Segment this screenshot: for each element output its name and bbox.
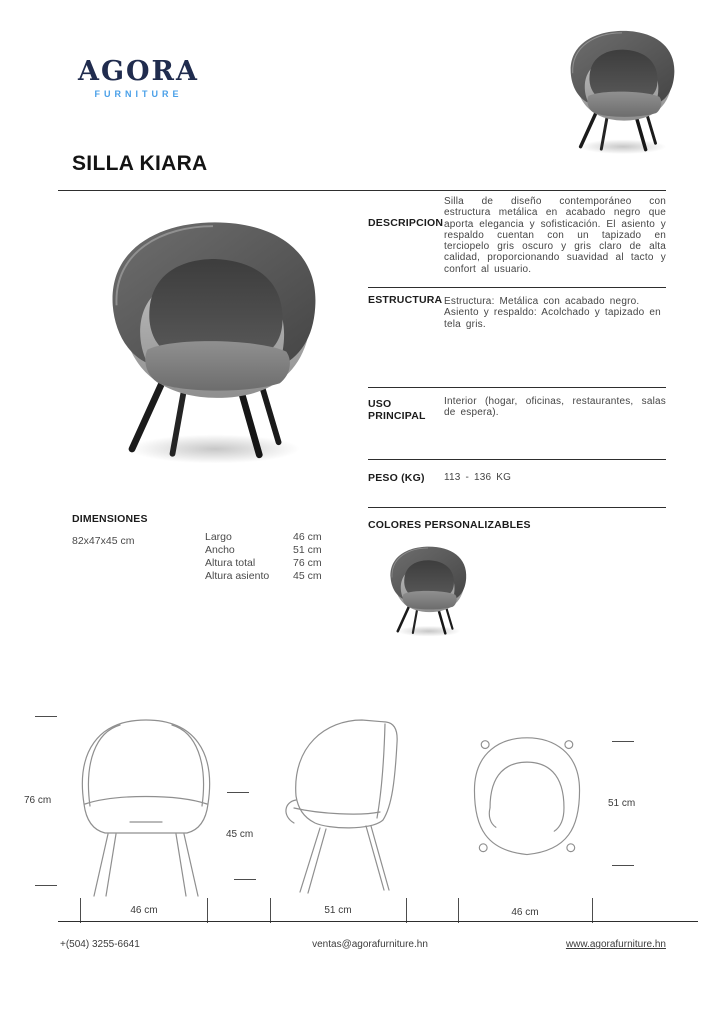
dimension-value: 51 cm (293, 544, 322, 556)
dimension-tick (592, 898, 593, 923)
dimensions-heading: DIMENSIONES (72, 513, 148, 525)
spec-label: USO PRINCIPAL (368, 398, 426, 422)
dimension-tick (458, 898, 459, 923)
top-width-label: 46 cm (511, 907, 539, 918)
dimension-tick (207, 898, 208, 923)
chair-line-drawing-front (70, 710, 222, 900)
dimension-tick (612, 865, 634, 866)
dimension-tick (234, 879, 256, 880)
product-photo-color-option (374, 540, 482, 641)
spec-section-estructura (368, 288, 666, 388)
brand-name: AGORA (78, 56, 199, 87)
dimension-tick (80, 898, 81, 923)
colors-heading: COLORES PERSONALIZABLES (368, 519, 531, 531)
dimension-tick (612, 741, 634, 742)
dimension-value: 46 cm (293, 531, 322, 543)
dimensions-table (205, 531, 333, 583)
dimension-label: Altura total (205, 557, 256, 569)
table-row (205, 557, 333, 570)
dimension-value: 45 cm (293, 570, 322, 582)
product-photo-header (548, 22, 696, 160)
dimension-tick (227, 792, 249, 793)
dimension-tick (35, 716, 57, 717)
brand-subtitle: FURNITURE (94, 89, 183, 99)
top-depth-label: 51 cm (608, 798, 636, 809)
table-row (205, 570, 333, 583)
table-row (205, 544, 333, 557)
side-seat-height-label: 45 cm (226, 829, 254, 840)
footer-website-link[interactable]: www.agorafurniture.hn (565, 939, 666, 950)
chair-line-drawing-side (272, 710, 412, 898)
spec-column (368, 190, 666, 508)
spec-text: Interior (hogar, oficinas, restaurantes, salas de espera). (444, 396, 666, 419)
dimension-tick (406, 898, 407, 923)
spec-section-peso (368, 460, 666, 508)
dimension-tick (270, 898, 271, 923)
front-height-label: 76 cm (24, 795, 52, 806)
chair-line-drawing-top (458, 730, 596, 874)
spec-label: DESCRIPCION (368, 217, 444, 229)
spec-section-descripcion (368, 190, 666, 288)
front-width-label: 46 cm (130, 905, 158, 916)
footer-divider (58, 921, 698, 922)
spec-text: 113 - 136 KG (444, 472, 512, 483)
product-photo-main (68, 205, 358, 475)
dimension-label: Altura asiento (205, 570, 270, 582)
page-title: SILLA KIARA (72, 152, 208, 175)
footer-email: ventas@agorafurniture.hn (312, 939, 428, 950)
dimension-label: Ancho (205, 544, 235, 556)
dimension-tick (35, 885, 57, 886)
dimension-value: 76 cm (293, 557, 322, 569)
dimension-label: Largo (205, 531, 232, 543)
side-depth-label: 51 cm (324, 905, 352, 916)
spec-text: Silla de diseño contemporáneo con estructura metálica en acabado negro que aporta elegancia y sofisticación. El asiento y respaldo cuentan con un tapizado en terciopelo gris oscuro y gris claro de alta calidad, proporcionando suavidad al tacto y confort al usuario. (444, 196, 666, 275)
spec-label: PESO (KG) (368, 472, 425, 484)
table-row (205, 531, 333, 544)
spec-label: ESTRUCTURA (368, 294, 443, 306)
brand-logo (78, 58, 199, 99)
spec-section-uso-principal (368, 388, 666, 460)
footer-phone: +(504) 3255-6641 (60, 939, 140, 950)
dimensions-summary: 82x47x45 cm (72, 535, 135, 547)
spec-text: Estructura: Metálica con acabado negro. Asiento y respaldo: Acolchado y tapizado en tela gris. (444, 296, 661, 330)
